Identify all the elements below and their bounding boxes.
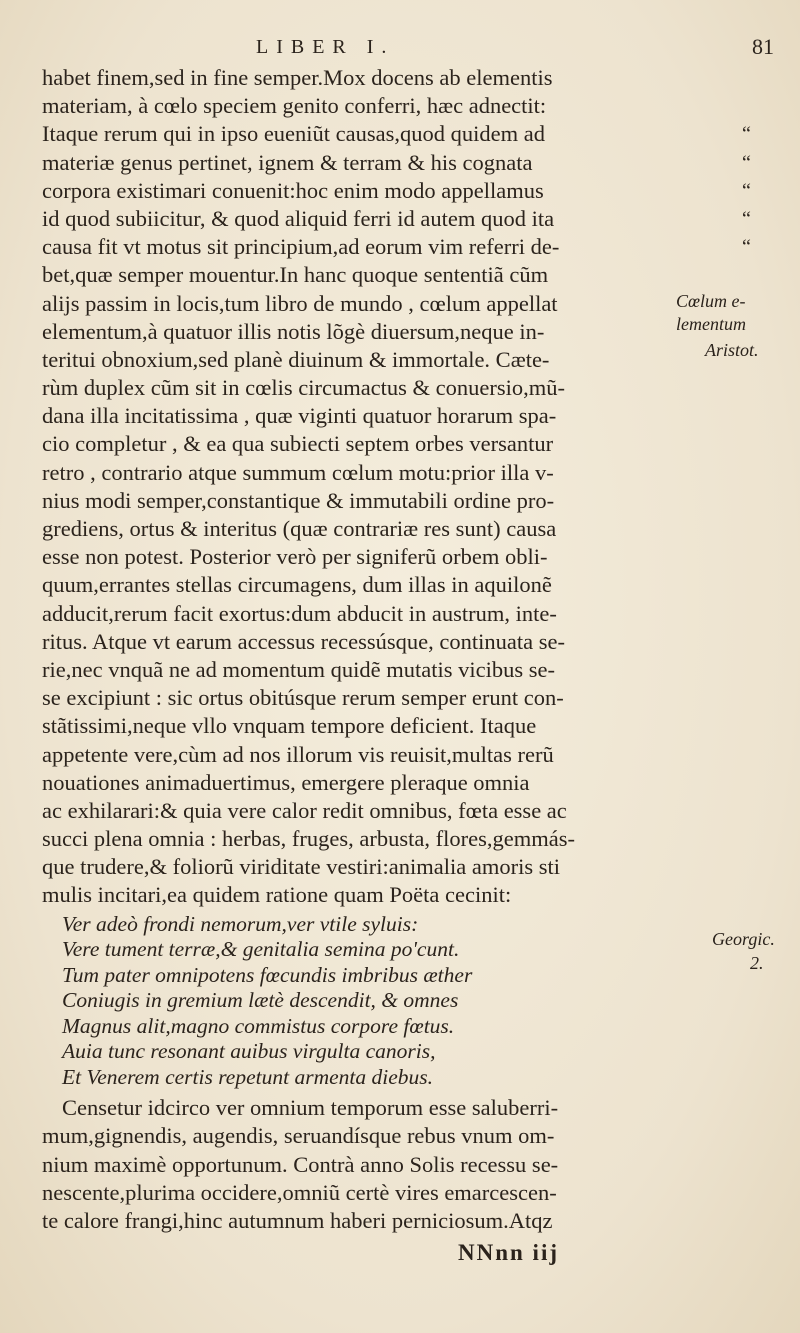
line-text: retro , contrario atque summum cœlum motu:prior illa v-	[42, 459, 554, 485]
text-line: nium maximè opportunum. Contrà anno Solis recessu se-	[42, 1151, 559, 1177]
text-line	[42, 459, 742, 487]
margin-note-georgic: Georgic.	[712, 929, 775, 949]
text-line: Censetur idcirco ver omnium temporum esse saluberri-	[62, 1095, 559, 1121]
line-text: ac exhilarari:& quia vere calor redit omnibus, fœta esse ac	[42, 797, 567, 823]
text-line	[42, 205, 751, 233]
text-line	[42, 571, 742, 599]
line-text: adducit,rerum facit exortus:dum abducit in austrum, inte-	[42, 600, 557, 626]
line-text: alijs passim in locis,tum libro de mundo , cœlum appellat	[42, 290, 558, 316]
page-number: 81	[752, 34, 774, 59]
line-text: dana illa incitatissima , quæ viginti quatuor horarum spa-	[42, 403, 557, 429]
text-line	[42, 120, 751, 148]
line-text: bet,quæ semper mouentur.In hanc quoque sententiã cũm	[42, 262, 549, 288]
line-text: causa fit vt motus sit principium,ad eorum vim referri de-	[42, 234, 560, 260]
line-text: mulis incitari,ea quidem ratione quam Poëta cecinit:	[42, 882, 512, 908]
text-line	[42, 290, 742, 318]
verse-line: Auia tunc resonant auibus virgulta canoris,	[62, 1039, 436, 1064]
signature-mark: NNnn iij	[458, 1240, 559, 1265]
line-text: rùm duplex cũm sit in cœlis circumactus & conuersio,mũ-	[42, 375, 566, 401]
line-text: Itaque rerum qui in ipso eueniũt causas,quod quidem ad	[42, 121, 545, 147]
text-line	[42, 149, 751, 177]
line-text: materiæ genus pertinet, ignem & terram & his cognata	[42, 149, 533, 175]
line-text: id quod subiicitur, & quod aliquid ferri id autem quod ita	[42, 205, 555, 231]
line-text: grediens, ortus & interitus (quæ contrariæ res sunt) causa	[42, 516, 557, 541]
text-line	[42, 430, 742, 458]
text-line	[42, 543, 742, 571]
text-line: te calore frangi,hinc autumnum haberi perniciosum.Atqz	[42, 1207, 553, 1233]
text-line	[42, 769, 742, 797]
text-line	[42, 318, 742, 346]
line-text: stãtissimi,neque vllo vnquam tempore deficient. Itaque	[42, 713, 537, 739]
verse-line: Vere tument terræ,& genitalia semina po'cunt.	[62, 937, 460, 962]
text-line	[42, 515, 742, 543]
line-text: teritui obnoxium,sed planè diuinum & immortale. Cæte-	[42, 346, 550, 372]
quotation-mark: “	[742, 207, 751, 230]
margin-note-elementum: lementum	[676, 314, 746, 334]
text-line	[42, 261, 742, 289]
line-text: succi plena omnia : herbas, fruges, arbusta, flores,gemmás-	[42, 826, 575, 852]
verse-block	[42, 912, 742, 1091]
quotation-mark: “	[742, 179, 751, 202]
text-line	[42, 233, 751, 261]
text-line: nescente,plurima occidere,omniũ certè vires emarcescen-	[42, 1179, 557, 1205]
line-text: nouationes animaduertimus, emergere pleraque omnia	[42, 769, 530, 795]
text-line	[42, 177, 751, 205]
text-line	[42, 487, 742, 515]
margin-note-caelum: Cœlum e-	[676, 291, 746, 311]
text-line: mum,gignendis, augendis, seruandísque rebus vnum om-	[42, 1123, 555, 1149]
line-text: appetente vere,cùm ad nos illorum vis reuisit,multas rerũ	[42, 741, 554, 767]
prose-block-continued	[42, 1094, 742, 1235]
line-text: esse non potest. Posterior verò per signiferũ orbem obli-	[42, 544, 548, 570]
text-line	[42, 628, 742, 656]
page-header	[0, 34, 800, 64]
line-text: corpora existimari conuenit:hoc enim modo appellamus	[42, 177, 544, 203]
text-line	[42, 402, 742, 430]
text-line	[42, 92, 742, 120]
quotation-mark: “	[742, 236, 751, 259]
line-text: quum,errantes stellas circumagens, dum illas in aquilonẽ	[42, 572, 552, 598]
text-line	[42, 64, 742, 92]
text-line	[42, 825, 742, 853]
text-line	[42, 346, 742, 374]
verse-line: Tum pater omnipotens fœcundis imbribus æther	[62, 962, 473, 987]
text-line	[42, 797, 742, 825]
line-text: se excipiunt : sic ortus obitúsque rerum semper erunt con-	[42, 685, 564, 711]
text-line	[42, 741, 742, 769]
line-text: materiam, à cœlo speciem genito conferri, hæc adnectit:	[42, 93, 547, 119]
text-line	[42, 684, 742, 712]
prose-block	[42, 64, 751, 910]
verse-line: Magnus alit,magno commistus corpore fœtus.	[62, 1013, 455, 1038]
text-line	[42, 853, 742, 881]
verse-line: Ver adeò frondi nemorum,ver vtile syluis:	[62, 911, 419, 936]
line-text: que trudere,& foliorũ viriditate vestiri:animalia amoris sti	[42, 854, 560, 880]
line-text: cio completur , & ea qua subiecti septem orbes versantur	[42, 431, 554, 457]
line-text: nius modi semper,constantique & immutabili ordine pro-	[42, 487, 555, 513]
text-line	[42, 881, 742, 909]
text-line	[42, 600, 742, 628]
line-text: habet finem,sed in fine semper.Mox docens ab elementis	[42, 65, 553, 90]
text-line	[42, 656, 742, 684]
line-text: elementum,à quatuor illis notis lõgè diuersum,neque in-	[42, 318, 545, 344]
quotation-mark: “	[742, 123, 751, 146]
line-text: ritus. Atque vt earum accessus recessúsque, continuata se-	[42, 628, 565, 654]
text-line	[42, 374, 742, 402]
verse-line: Coniugis in gremium lætè descendit, & omnes	[62, 988, 459, 1013]
margin-note-georgic-book: 2.	[750, 953, 764, 973]
quotation-mark: “	[742, 151, 751, 174]
text-line	[42, 712, 742, 740]
margin-note-aristotle: Aristot.	[705, 340, 759, 360]
running-head: LIBER I.	[256, 36, 395, 58]
verse-line: Et Venerem certis repetunt armenta diebus.	[62, 1064, 433, 1089]
line-text: rie,nec vnquã ne ad momentum quidẽ mutatis vicibus se-	[42, 656, 555, 682]
